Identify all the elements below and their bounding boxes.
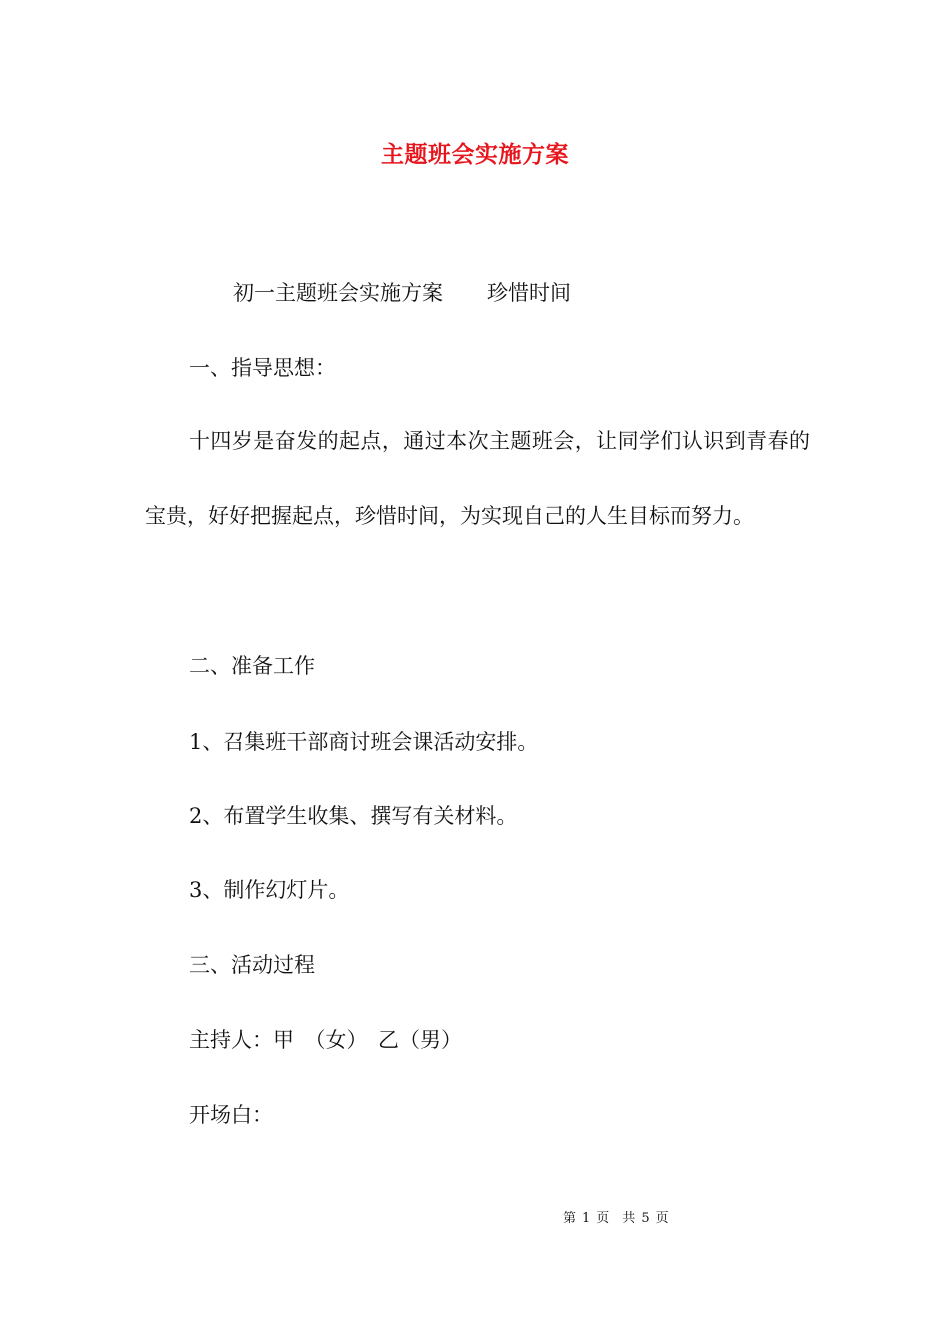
footer-prefix: 第 [563, 1211, 577, 1226]
section-3-heading: 三、活动过程 [189, 953, 315, 977]
section-1-body: 十四岁是奋发的起点，通过本次主题班会，让同学们认识到青春的宝贵，好好把握起点，珍惜时间，为实现自己的人生目标而努力。 [145, 429, 810, 528]
prep-item-2: 2、布置学生收集、撰写有关材料。 [189, 804, 518, 828]
document-subtitle [233, 278, 571, 308]
footer-mid: 页 共 [596, 1211, 636, 1226]
prep-item-1: 1、召集班干部商讨班会课活动安排。 [189, 730, 539, 754]
footer-page-total: 5 [641, 1211, 650, 1226]
footer-suffix: 页 [655, 1211, 669, 1226]
hosts-line: 主持人：甲 （女） 乙（男） [189, 1028, 462, 1052]
page-footer [563, 1207, 675, 1226]
document-title: 主题班会实施方案 [381, 141, 569, 168]
opening-line: 开场白： [189, 1103, 273, 1127]
section-1-heading: 一、指导思想： [189, 356, 336, 380]
section-2-heading: 二、准备工作 [189, 654, 315, 678]
footer-page-current: 1 [582, 1211, 591, 1226]
subtitle-right: 珍惜时间 [487, 281, 571, 305]
subtitle-left: 初一主题班会实施方案 [233, 281, 443, 305]
prep-item-3: 3、制作幻灯片。 [189, 878, 350, 902]
